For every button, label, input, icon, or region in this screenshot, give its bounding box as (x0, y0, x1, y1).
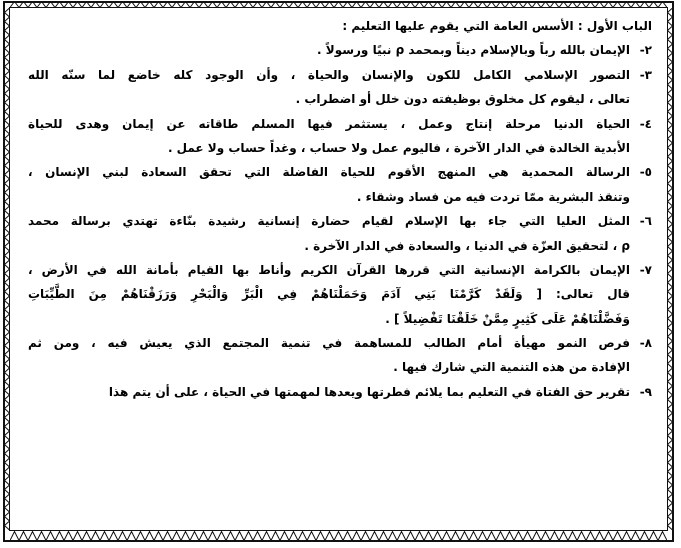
list-item-number: ٦- (639, 214, 652, 229)
list-item-text: الأبدية الخالدة في الدار الآخرة ، فاليوم عمل ولا حساب ، وغداً حساب ولا عمل . (167, 140, 630, 155)
list-item (28, 63, 652, 112)
list-item (28, 112, 652, 161)
section-heading: الباب الأول : الأسس العامة التي يقوم عليها التعليم : (342, 19, 652, 33)
list-item-number: ٥- (639, 165, 652, 180)
list-item-text: الرسالة المحمدية هي المنهج الأقوم للحياة الفاضلة التي تحقق السعادة لبني الإنسان ، (28, 165, 630, 180)
principles-list (28, 38, 652, 404)
list-item-text: الإيمان بالكرامة الإنسانية التي قررها القرآن الكريم وأناط بها القيام بأمانة الله في الأرض ، (28, 262, 630, 277)
list-item (28, 209, 652, 258)
list-item-number: ٢- (639, 43, 652, 58)
list-item-continuation-line (28, 282, 652, 306)
list-item (28, 160, 652, 209)
list-item-number: ٩- (639, 384, 652, 399)
list-item-number: ٧- (639, 262, 652, 277)
list-item-text: المثل العليا التي جاء بها الإسلام لقيام حضارة إنسانية رشيدة بنّاءة تهتدي برسالة محمد (28, 214, 630, 229)
list-item (28, 258, 652, 331)
list-item-first-line (28, 63, 652, 87)
list-item-continuation-line (28, 185, 652, 209)
list-item-text: وتنقذ البشرية ممّا تردت فيه من فساد وشقاء . (356, 189, 630, 204)
list-item-number: ٨- (639, 336, 652, 351)
list-item-continuation-line (28, 234, 652, 258)
list-item-first-line (28, 38, 652, 62)
list-item-text: تعالى ، ليقوم كل مخلوق بوظيفته دون خلل أو اضطراب . (295, 92, 630, 107)
list-item-continuation-line (28, 307, 652, 331)
list-item (28, 331, 652, 380)
list-item-text: الإفادة من هذه التنمية التي شارك فيها . (393, 360, 630, 375)
list-item (28, 38, 652, 62)
list-item-first-line (28, 331, 652, 355)
list-item-continuation-line (28, 136, 652, 160)
list-item-continuation-line (28, 87, 652, 111)
list-item-first-line (28, 209, 652, 233)
list-item-text: قال تعالى: [ وَلَقَدْ كَرَّمْنَا بَنِي آدَمَ وَحَمَلْنَاهُمْ فِي الْبَرِّ وَالْبَحْرِ وَرَزَقْنَاهُمْ مِنَ الطَّيِّبَاتِ (28, 287, 630, 302)
list-item-text: الحياة الدنيا مرحلة إنتاج وعمل ، يستثمر فيها المسلم طاقاته عن إيمان وهدى للحياة (28, 116, 630, 131)
list-item-text: التصور الإسلامي الكامل للكون والإنسان والحياة ، وأن الوجود كله خاضع لما سنّه الله (28, 67, 630, 82)
list-item-text: تقرير حق الفتاة في التعليم بما يلائم فطرتها ويعدها لمهمتها في الحياة ، على أن يتم هذا (108, 384, 630, 399)
list-item-text: فرص النمو مهيأة أمام الطالب للمساهمة في تنمية المجتمع الذي يعيش فيه ، ومن ثم (28, 336, 630, 351)
list-item-text: ρ ، لتحقيق العزّة في الدنيا ، والسعادة في الدار الآخرة . (304, 238, 630, 253)
list-item-first-line (28, 112, 652, 136)
list-item (28, 380, 652, 404)
list-item-first-line (28, 160, 652, 184)
list-item-text: الإيمان بالله رباً وبالإسلام ديناً وبمحمد ρ نبيًا ورسولاً . (317, 43, 630, 58)
list-item-number: ٣- (639, 67, 652, 82)
document-body (28, 14, 652, 404)
list-item-first-line (28, 380, 652, 404)
list-item-continuation-line (28, 355, 652, 379)
list-item-number: ٤- (639, 116, 652, 131)
list-item-text: وَفَضَّلْنَاهُمْ عَلَى كَثِيرٍ مِمَّنْ خَلَقْنَا تَفْضِيلاً ] . (385, 311, 630, 326)
list-item-first-line (28, 258, 652, 282)
